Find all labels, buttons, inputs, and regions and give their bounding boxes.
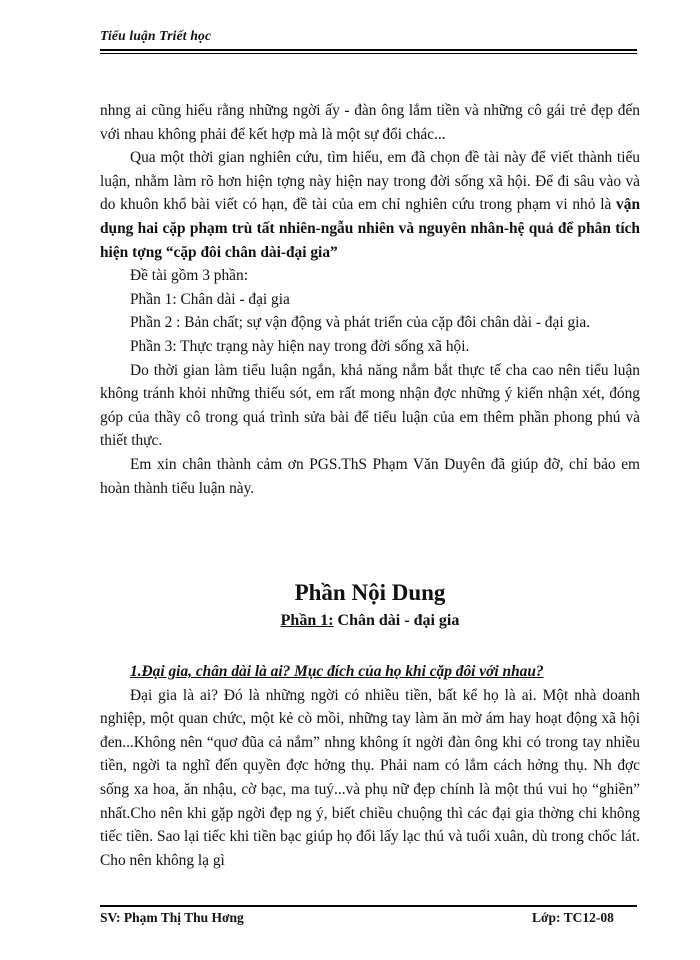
intro-paragraph-2-bold: vận dụng hai cặp phạm trù tất nhiên-ngẫu nhiên và nguyên nhân-hệ quả để phân tích hiện tợng “cặp đôi chân dài-đại gia”	[100, 196, 640, 261]
intro-paragraph-6: Phần 3: Thực trạng này hiện nay trong đời sống xã hội.	[130, 337, 470, 355]
intro-body	[100, 99, 640, 500]
question-heading	[100, 660, 640, 684]
intro-paragraph-4: Phần 1: Chân dài - đại gia	[130, 290, 290, 308]
intro-paragraph-1: nhng ai cũng hiểu rằng những ngời ấy - đàn ông lắm tiền và những cô gái trẻ đẹp đến với nhau không phải để kết hợp mà là một sự đổi chác...	[100, 102, 640, 143]
footer-rule	[100, 905, 637, 907]
section-title: Phần Nội Dung	[294, 580, 446, 605]
part-label: Phần 1:	[280, 612, 334, 629]
intro-paragraph-5: Phần 2 : Bản chất; sự vận động và phát triển của cặp đôi chân dài - đại gia.	[130, 314, 591, 332]
running-header: Tiểu luận Triết học	[100, 28, 212, 43]
footer-student: SV: Phạm Thị Thu Hơng	[100, 910, 244, 925]
intro-paragraph-2-text: Qua một thời gian nghiên cứu, tìm hiểu, em đã chọn đề tài này để viết thành tiểu luận, nhằm làm rõ hơn hiện tợng này hiện nay trong đời sống xã hội. Để đi sâu vào và do khuôn khổ bài viết có hạn, đề tài của em chỉ nghiên cứu trong phạm vi nhỏ là	[100, 149, 640, 214]
content-body	[100, 660, 640, 872]
intro-paragraph-3: Đề tài gồm 3 phần:	[130, 267, 248, 285]
header-rule	[100, 49, 637, 51]
part-heading	[100, 612, 640, 630]
footer-class: Lớp: TC12-08	[532, 910, 614, 925]
intro-paragraph-2	[100, 146, 640, 264]
intro-paragraph-8: Em xin chân thành cảm ơn PGS.ThS Phạm Văn Duyên đã giúp đỡ, chỉ bảo em hoàn thành tiểu luận này.	[100, 455, 640, 497]
part-title: Chân dài - đại gia	[333, 612, 460, 629]
content-paragraph-1: Đại gia là ai? Đó là những ngời có nhiều tiền, bất kể họ là ai. Một nhà doanh nghiệp, một quan chức, một kẻ cò mồi, những tay làm ăn mờ ám hay hoạt động xã hội đen...Không nên “quơ đũa cả nắm” nhng không ít ngời đàn ông khi có trong tay nhiều tiền, ngời ta nghĩ đến quyền đợc hởng thụ. Phải nam có lắm cách hởng thụ. Nh đợc sống xa hoa, ăn nhậu, cờ bạc, ma tuý...và phụ nữ đẹp chính là một thú vui họ “ghiền” nhất.Cho nên khi gặp ngời đẹp ng ý, biết chiều chuộng thì các đại gia thờng chi không tiếc tiền. Sao lại tiếc khi tiền bạc giúp họ đổi lấy lạc thú và tuổi xuân, dù trong chốc lát. Cho nên không lạ gì	[100, 686, 640, 869]
question-text: 1.Đại gia, chân dài là ai? Mục đích của họ khi cặp đôi với nhau?	[130, 663, 544, 680]
header-rule-thin	[100, 53, 637, 54]
intro-paragraph-7: Do thời gian làm tiểu luận ngắn, khả năng nắm bắt thực tế cha cao nên tiểu luận không tránh khỏi những thiếu sót, em rất mong nhận đợc những ý kiến nhận xét, đóng góp của thầy cô trong quá trình sửa bài để tiểu luận của em thêm phần phong phú và thiết thực.	[100, 361, 640, 450]
